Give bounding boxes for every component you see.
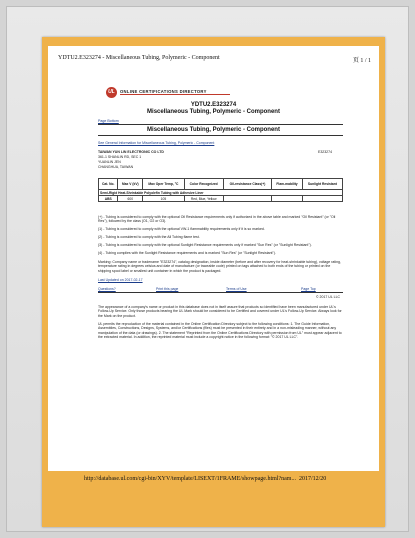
printed-page [48,46,379,471]
copyright: © 2017 UL LLC [316,295,341,299]
note-paragraph: (2) - Tubing is considered to comply with the All Tubing flame test. [98,235,200,239]
print-footer [84,476,326,482]
divider [98,135,343,136]
last-updated-link[interactable]: Last Updated on 2017-02-17 [98,278,143,282]
category-name: Miscellaneous Tubing, Polymeric - Component [147,109,280,115]
footer-date: 2017/12/20 [298,476,327,482]
general-info-link[interactable]: See General Information for Miscellaneous Tubing, Polymeric - Component [98,141,215,145]
column-header: Max V (kV) [118,179,143,190]
note-paragraph: (+) - Tubing is considered to comply with the optional Oil Resistance requirements only if authorized in the above table and marked "Oil Resistant" (or "Oil Res"), followed by the class (O1, O2 or O3). [98,215,336,224]
company-address-line: CHANGHUA, TAIWAN [98,165,134,169]
column-header: Flam-mability [272,179,303,190]
table-cell: ABS [99,196,118,202]
table-row [99,196,343,202]
disclaimer-paragraph: The appearance of a company's name or product in this database does not in itself assure that products so identified have been manufactured under UL's Follow-Up Service. Only those products bearing the UL Mark should be considered to be Certified and covered under UL's Follow-Up Service. Always look for the Mark on the product. [98,305,342,318]
section-title: Miscellaneous Tubing, Polymeric - Component [147,127,280,133]
note-paragraph: (1) - Tubing is considered to comply with the optional VW-1 flammability requirements only if it is so marked. [98,227,265,231]
company-address-line: YUANLIN JEN [98,160,121,164]
terms-of-use-link[interactable]: Terms of Use [226,287,247,291]
directory-label: ONLINE CERTIFICATIONS DIRECTORY [120,89,207,94]
table-cell [272,196,303,202]
company-address-line: 361-1 SHANLIN RD, SEC 1 [98,155,142,159]
note-paragraph: (3) - Tubing is considered to comply with the optional Sunlight Resistance requirements only if marked "Sun Res" (or "Sunlight Resistant"). [98,243,312,247]
column-header: Cat. No. [99,179,118,190]
column-header: Max Oper Temp, °C [143,179,185,190]
product-table [98,178,343,202]
table-cell [302,196,342,202]
table-cell: 600 [118,196,143,202]
directory-underline [120,94,230,95]
divider [98,292,343,293]
questions-link[interactable]: Questions? [98,287,116,291]
table-cell: Red, Blue, Yellow [184,196,223,202]
table-cell [223,196,272,202]
footer-url: http://database.ul.com/cgi-bin/XYV/template/LISEXT/1FRAME/showpage.html?nam... [84,476,296,482]
column-header: Sunlight Resistant [302,179,342,190]
company-name: TAIWAN YUN LIN ELECTRONIC CO LTD [98,150,164,154]
print-page-link[interactable]: Print this page [156,287,179,291]
page-top-link[interactable]: Page Top [301,287,316,291]
file-number: E323274 [318,150,333,154]
page-header-title: YDTU2.E323274 - Miscellaneous Tubing, Polymeric - Component [58,55,220,61]
marking-paragraph: Marking: Company name or tradename "E323274", catalog designation, inside diameter (before and after recovery for heat-shrinkable tubing), voltage rating, temperature rating in degrees celsius and date of manufacture (or traceable code) printed on tags attached to both ends of the tubing or printed on the shipping spool label or smallest unit container in which the product is packaged. [98,260,341,273]
category-code: YDTU2.E323274 [190,102,237,108]
column-header: Oil-resistance Class(+) [223,179,272,190]
page-number: 页 1 / 1 [352,58,371,64]
page-bottom-link[interactable]: Page Bottom [98,119,119,123]
disclaimer-paragraph: UL permits the reproduction of the material contained in the Online Certification Directory subject to the following conditions: 1. The Guide Information, Assemblies, Constructions, Designs, Systems, and/or Certifications (files) must be presented in their entirety and in a non-misleading manner, without any manipulation of the data (or drawings). 2. The statement "Reprinted from the Online Certifications Directory with permission from UL" must appear adjacent to the extracted material. In addition, the reprinted material must include a copyright notice in the following format: "© 2017 UL LLC". [98,322,342,340]
ul-logo-icon: UL [106,87,117,98]
table-header-row [99,179,343,190]
divider [98,124,343,125]
note-paragraph: (4) - Tubing complies with the Sunlight Resistance requirements and is marked "Sun Res" (or "Sunlight Resistant"). [98,251,276,255]
table-cell: 105 [143,196,185,202]
table-subheader: Semi-Rigid Heat-Shrinkable Polyolefin Tubing with Adhesive Liner [99,190,343,196]
column-header: Color Recognized [184,179,223,190]
